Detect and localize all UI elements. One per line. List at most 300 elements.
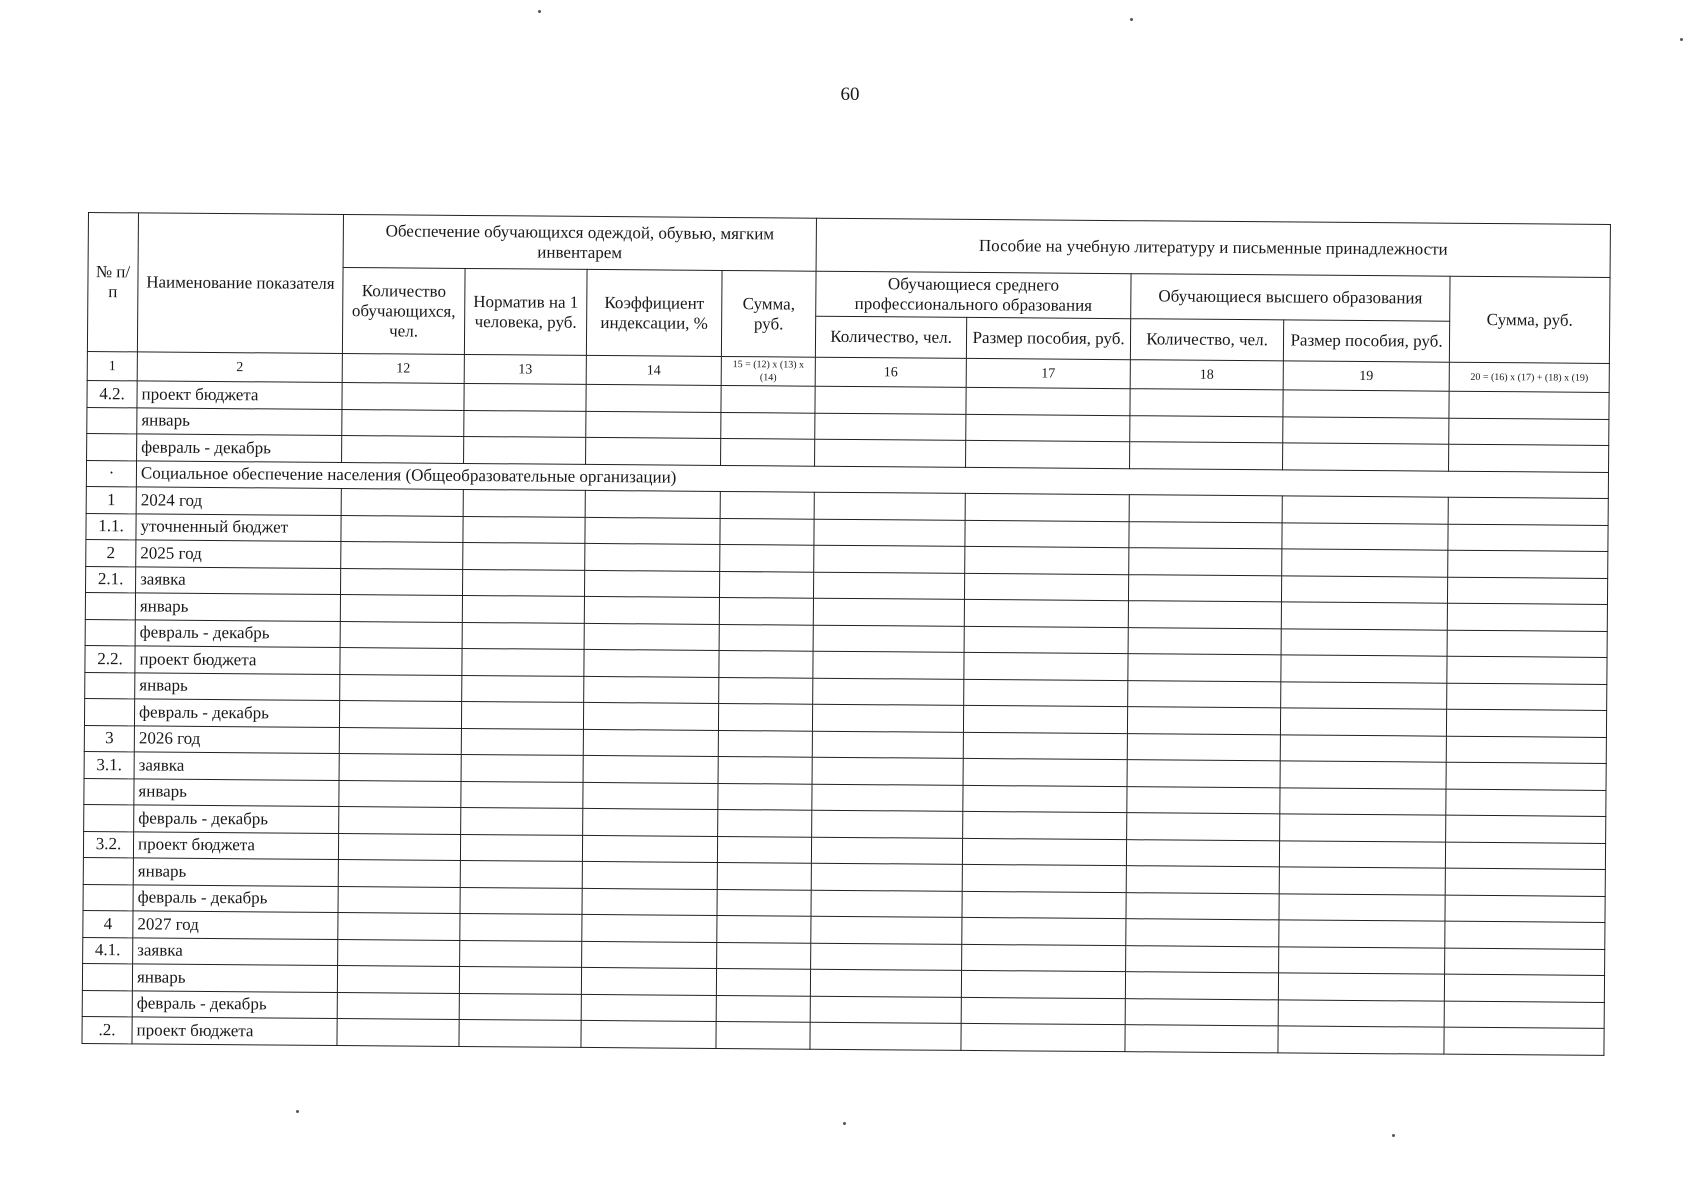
value-cell	[1127, 813, 1280, 841]
value-cell	[1447, 656, 1607, 684]
value-cell	[1279, 893, 1445, 921]
row-number	[84, 804, 134, 831]
value-cell	[585, 490, 720, 518]
value-cell	[719, 624, 813, 651]
value-cell	[1444, 1001, 1604, 1029]
value-cell	[341, 488, 463, 515]
row-name: уточненный бюджет	[136, 513, 341, 541]
value-cell	[966, 387, 1130, 415]
value-cell	[342, 383, 464, 410]
value-cell	[339, 780, 461, 807]
value-cell	[462, 622, 584, 649]
value-cell	[815, 439, 966, 467]
value-cell	[814, 519, 965, 547]
value-cell	[964, 626, 1128, 654]
value-cell	[1445, 868, 1605, 896]
row-name: январь	[135, 672, 340, 700]
value-cell	[1283, 390, 1449, 418]
colnum: 13	[464, 354, 586, 384]
value-cell	[1126, 919, 1279, 947]
value-cell	[815, 413, 966, 441]
value-cell	[810, 996, 961, 1024]
row-name: февраль - декабрь	[132, 990, 337, 1018]
value-cell	[966, 440, 1130, 468]
header-clothing-sum: Сумма, руб.	[721, 270, 816, 357]
row-number: ·	[86, 460, 136, 487]
row-number: 2.2.	[85, 645, 135, 672]
row-number: 1.1.	[86, 513, 136, 540]
row-number	[84, 698, 134, 725]
value-cell	[961, 970, 1125, 998]
value-cell	[719, 650, 813, 677]
colnum: 2	[137, 352, 342, 383]
value-cell	[1281, 628, 1447, 656]
value-cell	[811, 863, 962, 891]
value-cell	[1448, 577, 1608, 605]
row-number: 4	[83, 910, 133, 937]
value-cell	[962, 864, 1126, 892]
value-cell	[1126, 839, 1279, 867]
value-cell	[464, 383, 586, 410]
header-spo-size: Размер пособия, руб.	[966, 317, 1130, 359]
row-number	[82, 963, 132, 990]
value-cell	[1282, 496, 1448, 524]
row-number: 3.2.	[83, 831, 133, 858]
value-cell	[964, 599, 1128, 627]
value-cell	[1280, 761, 1446, 789]
value-cell	[1278, 1026, 1444, 1054]
value-cell	[459, 966, 581, 993]
value-cell	[585, 517, 720, 545]
value-cell	[1278, 973, 1444, 1001]
header-vo-size: Размер пособия, руб.	[1283, 320, 1449, 362]
row-number: 4.1.	[83, 937, 133, 964]
value-cell	[815, 386, 966, 414]
value-cell	[581, 967, 716, 995]
scan-speck	[296, 1110, 299, 1113]
row-number	[84, 778, 134, 805]
value-cell	[814, 492, 965, 520]
value-cell	[1126, 892, 1279, 920]
value-cell	[1130, 389, 1283, 417]
value-cell	[337, 992, 459, 1019]
value-cell	[1127, 733, 1280, 761]
value-cell	[1127, 707, 1280, 735]
value-cell	[341, 515, 463, 542]
value-cell	[962, 838, 1126, 866]
row-number	[87, 433, 137, 460]
value-cell	[584, 649, 719, 677]
value-cell	[719, 597, 813, 624]
value-cell	[718, 809, 812, 836]
value-cell	[717, 862, 811, 889]
value-cell	[717, 915, 811, 942]
value-cell	[812, 704, 963, 732]
value-cell	[1279, 920, 1445, 948]
value-cell	[812, 731, 963, 759]
value-cell	[339, 806, 461, 833]
value-cell	[963, 705, 1127, 733]
value-cell	[340, 674, 462, 701]
row-name: заявка	[134, 752, 339, 780]
value-cell	[462, 675, 584, 702]
colnum: 17	[966, 358, 1130, 388]
header-clothing-coef: Коэффициент индексации, %	[586, 269, 722, 356]
value-cell	[584, 676, 719, 704]
value-cell	[813, 598, 964, 626]
header-group-allowance: Пособие на учебную литературу и письменные принадлежности	[816, 218, 1610, 277]
value-cell	[812, 810, 963, 838]
value-cell	[1446, 815, 1606, 843]
value-cell	[962, 917, 1126, 945]
value-cell	[812, 784, 963, 812]
row-number	[82, 990, 132, 1017]
row-name: февраль - декабрь	[137, 434, 342, 462]
row-number: 4.2.	[87, 380, 137, 407]
row-number: 1	[86, 486, 136, 513]
row-name: январь	[132, 964, 337, 992]
value-cell	[1282, 522, 1448, 550]
value-cell	[1446, 736, 1606, 764]
row-name: февраль - декабрь	[134, 699, 339, 727]
value-cell	[1128, 680, 1281, 708]
colnum: 19	[1283, 361, 1449, 391]
colnum: 1	[87, 351, 137, 380]
value-cell	[1447, 683, 1607, 711]
row-number	[85, 619, 135, 646]
value-cell	[717, 942, 811, 969]
value-cell	[582, 835, 717, 863]
value-cell	[1444, 974, 1604, 1002]
header-vo-count: Количество, чел.	[1130, 319, 1283, 361]
value-cell	[716, 968, 810, 995]
value-cell	[962, 944, 1126, 972]
colnum: 16	[815, 357, 966, 387]
value-cell	[1127, 760, 1280, 788]
value-cell	[811, 943, 962, 971]
value-cell	[1445, 842, 1605, 870]
value-cell	[460, 913, 582, 940]
row-number	[87, 407, 137, 434]
row-number: 3.1.	[84, 751, 134, 778]
value-cell	[963, 785, 1127, 813]
value-cell	[337, 1018, 459, 1045]
scan-speck	[1130, 18, 1133, 21]
value-cell	[811, 837, 962, 865]
value-cell	[811, 916, 962, 944]
value-cell	[1279, 946, 1445, 974]
row-number	[83, 857, 133, 884]
value-cell	[1126, 945, 1279, 973]
row-name: 2024 год	[136, 487, 341, 515]
value-cell	[1449, 391, 1609, 419]
value-cell	[1282, 549, 1448, 577]
row-number: 3	[84, 725, 134, 752]
value-cell	[461, 754, 583, 781]
value-cell	[720, 544, 814, 571]
colnum-formula: 20 = (16) x (17) + (18) x (19)	[1449, 362, 1609, 392]
value-cell	[586, 411, 721, 439]
value-cell	[961, 1023, 1125, 1051]
value-cell	[338, 939, 460, 966]
value-cell	[1447, 603, 1607, 631]
value-cell	[962, 891, 1126, 919]
value-cell	[338, 912, 460, 939]
value-cell	[717, 836, 811, 863]
value-cell	[1130, 415, 1283, 443]
row-number: 2.1.	[86, 566, 136, 593]
scan-speck	[538, 10, 541, 13]
value-cell	[461, 807, 583, 834]
value-cell	[1280, 708, 1446, 736]
value-cell	[462, 648, 584, 675]
value-cell	[582, 941, 717, 969]
value-cell	[1444, 1027, 1604, 1055]
value-cell	[810, 1022, 961, 1050]
value-cell	[461, 701, 583, 728]
page-number: 60	[840, 84, 860, 105]
value-cell	[1129, 521, 1282, 549]
value-cell	[461, 728, 583, 755]
row-name: проект бюджета	[135, 646, 340, 674]
value-cell	[1449, 418, 1609, 446]
value-cell	[1127, 786, 1280, 814]
value-cell	[459, 993, 581, 1020]
value-cell	[1280, 814, 1446, 842]
value-cell	[337, 965, 459, 992]
budget-table	[81, 212, 1611, 1055]
header-name: Наименование показателя	[137, 213, 343, 354]
value-cell	[582, 914, 717, 942]
value-cell	[965, 546, 1129, 574]
section-title: Социальное обеспечение населения (Общеобразовательные организации)	[136, 460, 1608, 498]
value-cell	[720, 491, 814, 518]
row-name: февраль - декабрь	[135, 619, 340, 647]
header-spo-count: Количество, чел.	[815, 316, 966, 358]
value-cell	[963, 758, 1127, 786]
value-cell	[463, 542, 585, 569]
value-cell	[811, 890, 962, 918]
value-cell	[721, 385, 815, 412]
value-cell	[1448, 550, 1608, 578]
value-cell	[810, 969, 961, 997]
value-cell	[1449, 444, 1609, 472]
value-cell	[1448, 497, 1608, 525]
header-no: № п/п	[87, 213, 138, 352]
value-cell	[583, 755, 718, 783]
row-name: проект бюджета	[132, 1017, 337, 1045]
value-cell	[721, 412, 815, 439]
value-cell	[340, 594, 462, 621]
value-cell	[583, 782, 718, 810]
value-cell	[961, 997, 1125, 1025]
value-cell	[342, 435, 464, 462]
value-cell	[1126, 866, 1279, 894]
colnum: 18	[1130, 360, 1283, 390]
value-cell	[583, 808, 718, 836]
value-cell	[813, 625, 964, 653]
value-cell	[814, 545, 965, 573]
scan-speck	[1680, 38, 1683, 41]
row-name: заявка	[136, 566, 341, 594]
value-cell	[721, 438, 815, 465]
value-cell	[1281, 602, 1447, 630]
value-cell	[460, 860, 582, 887]
row-number	[85, 672, 135, 699]
value-cell	[718, 783, 812, 810]
value-cell	[1128, 627, 1281, 655]
value-cell	[1129, 495, 1282, 523]
value-cell	[718, 756, 812, 783]
row-number	[83, 884, 133, 911]
row-number: .2.	[82, 1016, 132, 1043]
value-cell	[462, 595, 584, 622]
value-cell	[966, 414, 1130, 442]
value-cell	[1281, 655, 1447, 683]
row-name: 2027 год	[133, 911, 338, 939]
row-name: февраль - декабрь	[133, 884, 338, 912]
value-cell	[965, 493, 1129, 521]
value-cell	[716, 995, 810, 1022]
value-cell	[1125, 998, 1278, 1026]
header-clothing-count: Количество обучающихся, чел.	[342, 268, 465, 355]
value-cell	[463, 489, 585, 516]
value-cell	[1445, 948, 1605, 976]
value-cell	[339, 753, 461, 780]
row-name: январь	[133, 858, 338, 886]
header-vo-group: Обучающиеся высшего образования	[1131, 274, 1450, 322]
value-cell	[1125, 1025, 1278, 1053]
value-cell	[719, 571, 813, 598]
value-cell	[1281, 681, 1447, 709]
row-name: 2025 год	[136, 540, 341, 568]
row-name: январь	[134, 778, 339, 806]
value-cell	[464, 436, 586, 463]
value-cell	[460, 834, 582, 861]
value-cell	[461, 781, 583, 808]
value-cell	[1129, 574, 1282, 602]
value-cell	[1130, 442, 1283, 470]
value-cell	[719, 677, 813, 704]
value-cell	[1283, 416, 1449, 444]
row-name: заявка	[133, 937, 338, 965]
value-cell	[716, 1021, 810, 1048]
value-cell	[1446, 709, 1606, 737]
value-cell	[1278, 999, 1444, 1027]
value-cell	[585, 543, 720, 571]
table-body	[82, 380, 1609, 1054]
value-cell	[341, 541, 463, 568]
value-cell	[582, 888, 717, 916]
value-cell	[342, 409, 464, 436]
header-spo-group: Обучающиеся среднего профессионального образования	[816, 271, 1131, 318]
value-cell	[1445, 895, 1605, 923]
colnum: 14	[586, 355, 721, 385]
row-name: февраль - декабрь	[134, 805, 339, 833]
colnum: 12	[342, 354, 464, 384]
value-cell	[1280, 734, 1446, 762]
row-name: проект бюджета	[133, 831, 338, 859]
value-cell	[581, 994, 716, 1022]
row-name: 2026 год	[134, 725, 339, 753]
value-cell	[586, 437, 721, 465]
value-cell	[581, 1020, 716, 1048]
value-cell	[964, 679, 1128, 707]
header-clothing-norm: Норматив на 1 человека, руб.	[464, 268, 587, 355]
value-cell	[341, 568, 463, 595]
value-cell	[1280, 787, 1446, 815]
header-allowance-sum: Сумма, руб.	[1449, 276, 1610, 363]
value-cell	[717, 889, 811, 916]
header-group-clothing: Обеспечение обучающихся одеждой, обувью, мягким инвентарем	[343, 215, 816, 272]
row-name: январь	[137, 407, 342, 435]
value-cell	[964, 652, 1128, 680]
scan-speck	[843, 1122, 846, 1125]
value-cell	[1128, 601, 1281, 629]
value-cell	[1128, 654, 1281, 682]
value-cell	[965, 520, 1129, 548]
value-cell	[718, 703, 812, 730]
value-cell	[1279, 867, 1445, 895]
value-cell	[1446, 762, 1606, 790]
row-name: январь	[135, 593, 340, 621]
value-cell	[338, 859, 460, 886]
value-cell	[338, 833, 460, 860]
value-cell	[464, 410, 586, 437]
value-cell	[584, 596, 719, 624]
value-cell	[340, 621, 462, 648]
value-cell	[586, 384, 721, 412]
value-cell	[339, 727, 461, 754]
value-cell	[582, 861, 717, 889]
budget-table-sheet	[81, 212, 1609, 1055]
value-cell	[460, 940, 582, 967]
value-cell	[338, 886, 460, 913]
value-cell	[462, 569, 584, 596]
value-cell	[813, 651, 964, 679]
value-cell	[813, 678, 964, 706]
value-cell	[1129, 548, 1282, 576]
scan-speck	[1392, 1134, 1395, 1137]
value-cell	[1279, 840, 1445, 868]
value-cell	[812, 757, 963, 785]
row-number	[85, 592, 135, 619]
value-cell	[583, 729, 718, 757]
value-cell	[583, 702, 718, 730]
value-cell	[814, 572, 965, 600]
value-cell	[1448, 524, 1608, 552]
value-cell	[1446, 789, 1606, 817]
value-cell	[1445, 921, 1605, 949]
value-cell	[1447, 630, 1607, 658]
value-cell	[963, 811, 1127, 839]
value-cell	[965, 573, 1129, 601]
value-cell	[584, 623, 719, 651]
value-cell	[718, 730, 812, 757]
value-cell	[340, 647, 462, 674]
value-cell	[1283, 443, 1449, 471]
colnum-formula: 15 = (12) x (13) x (14)	[721, 356, 815, 386]
value-cell	[963, 732, 1127, 760]
value-cell	[339, 700, 461, 727]
value-cell	[1125, 972, 1278, 1000]
value-cell	[584, 570, 719, 598]
value-cell	[1282, 575, 1448, 603]
row-name: проект бюджета	[137, 381, 342, 409]
value-cell	[463, 516, 585, 543]
value-cell	[459, 1019, 581, 1046]
row-number: 2	[86, 539, 136, 566]
